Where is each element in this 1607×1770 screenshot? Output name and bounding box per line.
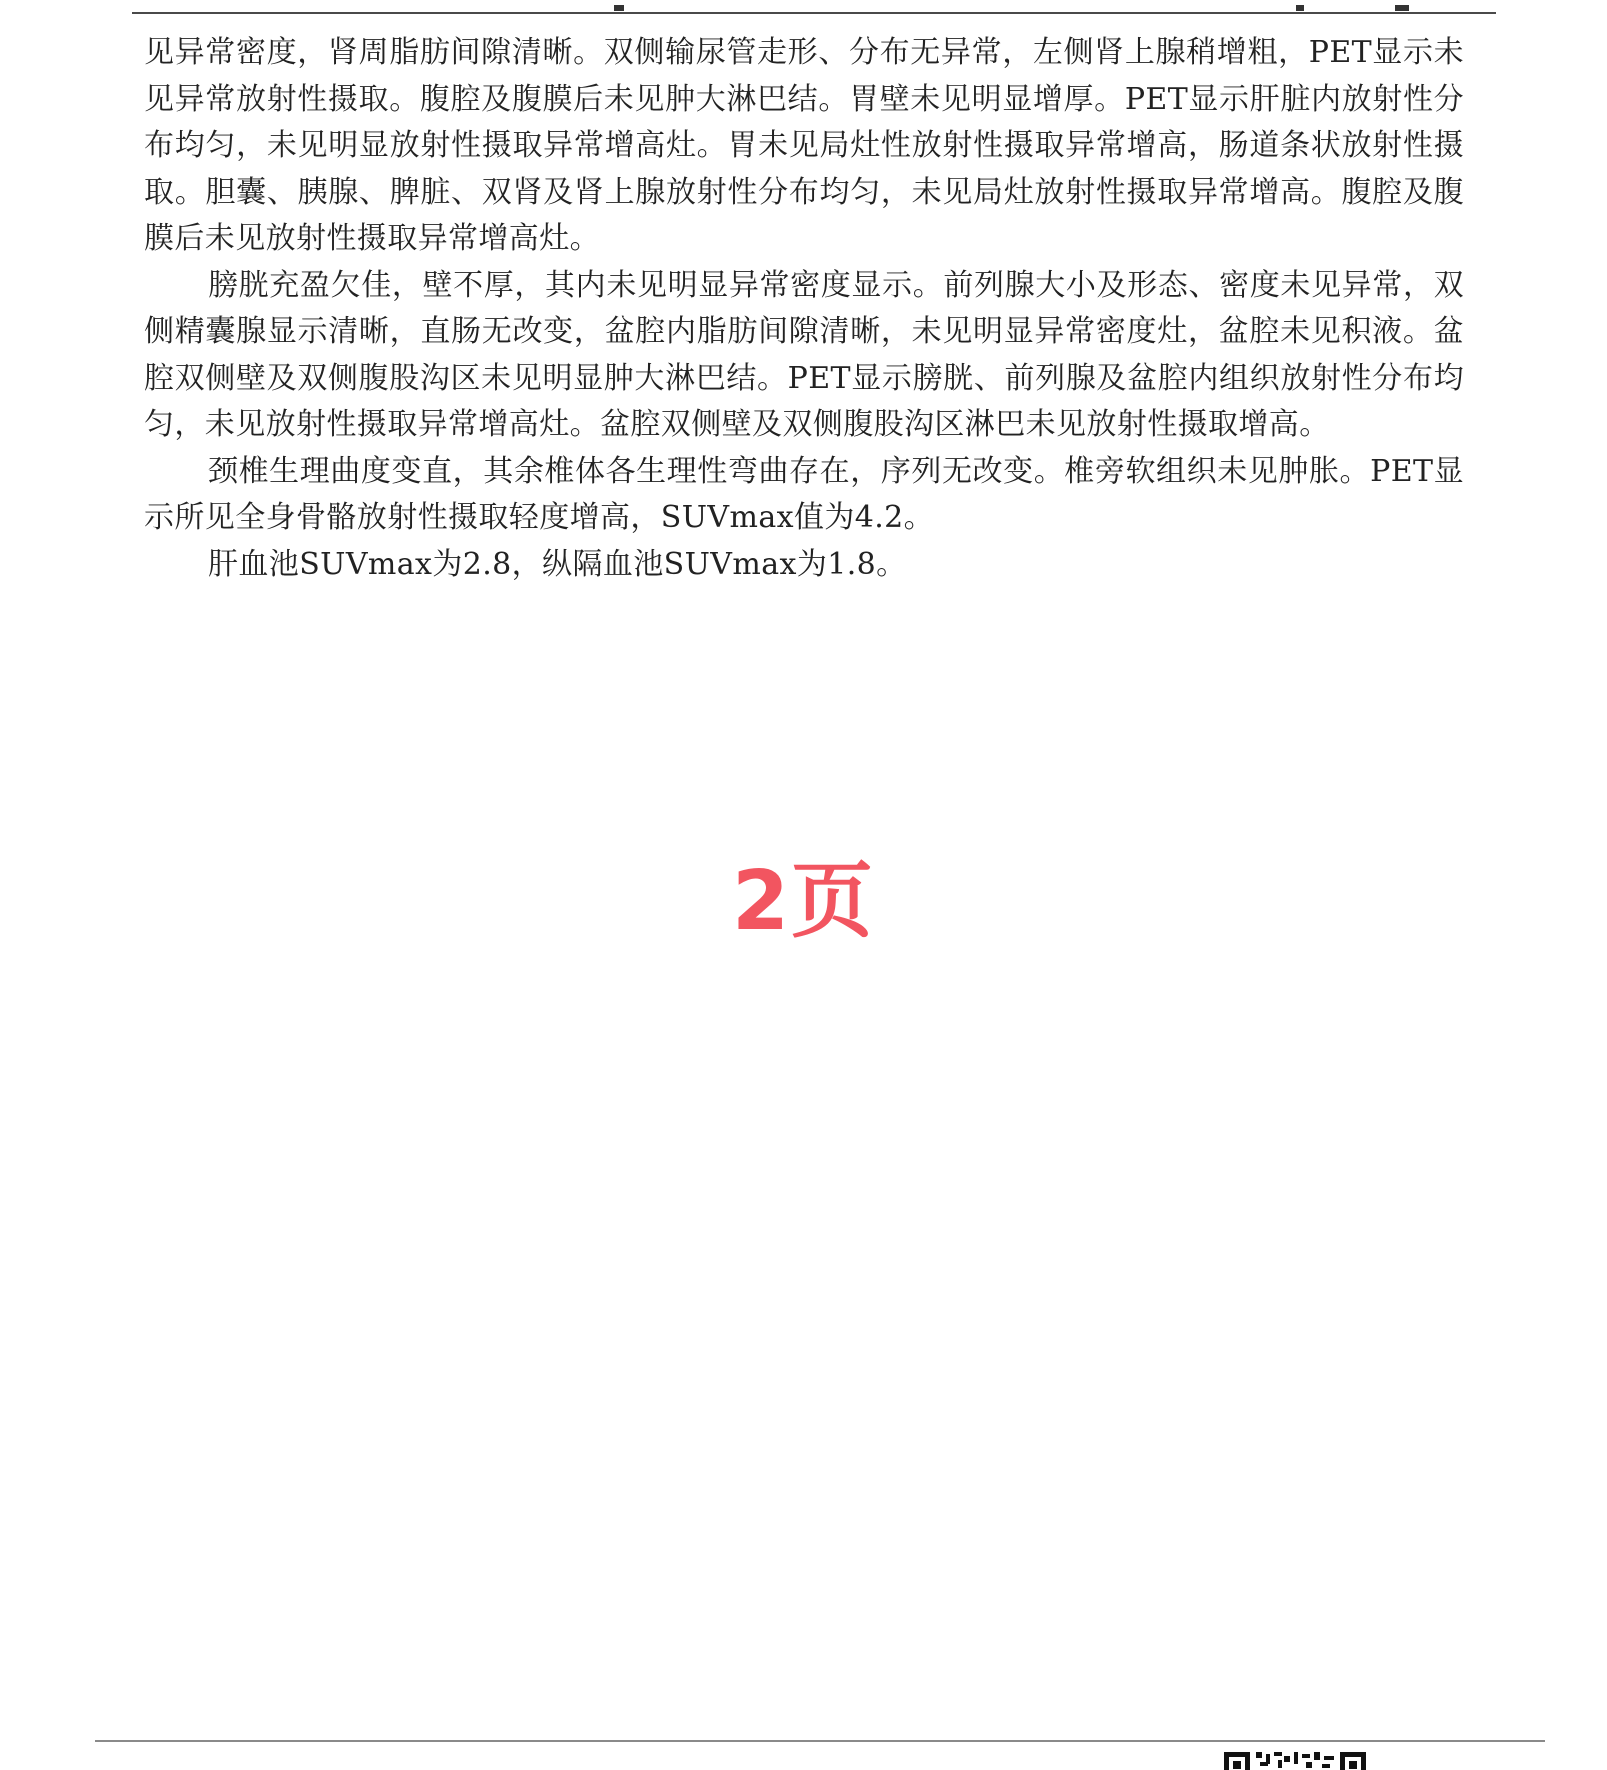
- report-findings: [144, 30, 1464, 588]
- footer-rule: [95, 1740, 1545, 1742]
- header-rule: [132, 12, 1496, 14]
- header-text-fragment: [614, 5, 624, 11]
- pelvis-findings-paragraph: 膀胱充盈欠佳，壁不厚，其内未见明显异常密度显示。前列腺大小及形态、密度未见异常，双侧精囊腺显示清晰，直肠无改变，盆腔内脂肪间隙清晰，未见明显异常密度灶，盆腔未见积液。盆腔双侧壁及双侧腹股沟区未见明显肿大淋巴结。PET显示膀胱、前列腺及盆腔内组织放射性分布均匀，未见放射性摄取异常增高灶。盆腔双侧壁及双侧腹股沟区淋巴未见放射性摄取增高。: [144, 267, 1464, 442]
- page-number-marker: 2页: [731, 854, 876, 949]
- skeleton-findings-paragraph: 颈椎生理曲度变直，其余椎体各生理性弯曲存在，序列无改变。椎旁软组织未见肿胀。PET显示所见全身骨骼放射性摄取轻度增高，SUVmax值为4.2。: [144, 453, 1464, 535]
- blood-pool-suv-paragraph: 肝血池SUVmax为2.8，纵隔血池SUVmax为1.8。: [208, 546, 907, 582]
- header-text-fragment: [1296, 5, 1304, 11]
- header-text-fragment: [1395, 5, 1409, 11]
- abdomen-findings-paragraph: 见异常密度，肾周脂肪间隙清晰。双侧输尿管走形、分布无异常，左侧肾上腺稍增粗，PET显示未见异常放射性摄取。腹腔及腹膜后未见肿大淋巴结。胃壁未见明显增厚。PET显示肝脏内放射性分布均匀，未见明显放射性摄取异常增高灶。胃未见局灶性放射性摄取异常增高，肠道条状放射性摄取。胆囊、胰腺、脾脏、双肾及肾上腺放射性分布均匀，未见局灶放射性摄取异常增高。腹腔及腹膜后未见放射性摄取异常增高灶。: [144, 35, 1464, 256]
- qr-code-icon: [1222, 1750, 1368, 1770]
